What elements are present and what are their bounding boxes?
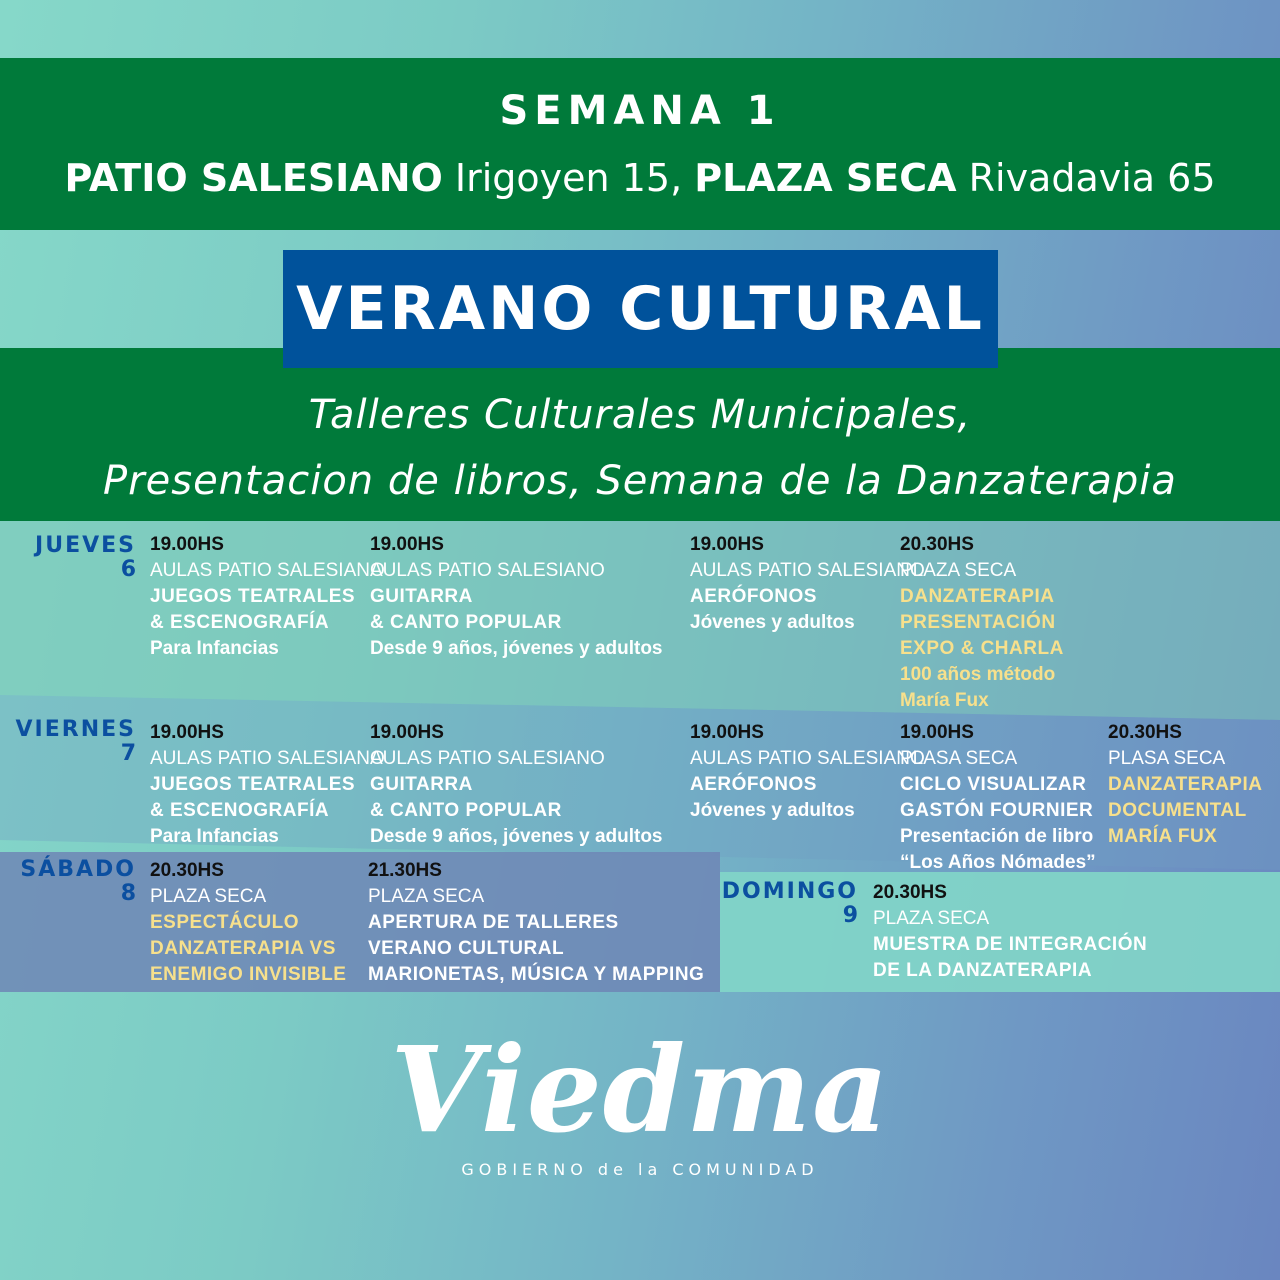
- event-jueves-aerofonos: [690, 532, 925, 636]
- event-place: AULAS PATIO SALESIANO: [150, 560, 385, 581]
- event-title: MUESTRA DE INTEGRACIÓN: [873, 934, 1148, 955]
- event-title: GASTÓN FOURNIER: [900, 800, 1094, 821]
- event-title: JUEGOS TEATRALES: [150, 586, 356, 607]
- event-place: AULAS PATIO SALESIANO: [690, 748, 925, 769]
- event-title: & ESCENOGRAFÍA: [150, 612, 330, 633]
- event-title: VERANO CULTURAL: [368, 938, 565, 959]
- event-sabado-apertura: [368, 858, 704, 988]
- event-title: MARIONETAS, MÚSICA Y MAPPING: [368, 964, 705, 985]
- event-title: CICLO VISUALIZAR: [900, 774, 1087, 795]
- event-title: & CANTO POPULAR: [370, 612, 562, 633]
- event-time: 19.00HS: [690, 534, 764, 555]
- event-jueves-danzaterapia: [900, 532, 1064, 714]
- venue-2: PLAZA SECA: [694, 156, 957, 200]
- event-note: Jóvenes y adultos: [690, 800, 855, 821]
- event-title: EXPO & CHARLA: [900, 638, 1064, 659]
- event-title: DOCUMENTAL: [1108, 800, 1247, 821]
- day-name: SÁBADO: [20, 857, 136, 882]
- event-place: PLASA SECA: [900, 748, 1018, 769]
- event-note: “Los Años Nómades”: [900, 852, 1096, 873]
- event-title: ESPECTÁCULO: [150, 912, 300, 933]
- day-name: JUEVES: [35, 533, 136, 558]
- day-name: VIERNES: [15, 717, 136, 742]
- event-jueves-juegos: [150, 532, 385, 662]
- day-domingo: [720, 880, 858, 928]
- day-number: 9: [842, 903, 858, 928]
- event-place: AULAS PATIO SALESIANO: [370, 748, 605, 769]
- event-title: GUITARRA: [370, 774, 473, 795]
- event-time: 19.00HS: [150, 722, 224, 743]
- event-title: PRESENTACIÓN: [900, 612, 1056, 633]
- day-viernes: [10, 718, 136, 766]
- event-viernes-juegos: [150, 720, 385, 850]
- event-title: JUEGOS TEATRALES: [150, 774, 356, 795]
- event-place: PLAZA SECA: [900, 560, 1017, 581]
- event-title: AERÓFONOS: [690, 586, 817, 607]
- event-note: Para Infancias: [150, 826, 279, 847]
- event-time: 19.00HS: [370, 722, 444, 743]
- address-1: Irigoyen 15,: [442, 156, 695, 200]
- event-note: María Fux: [900, 690, 989, 711]
- event-title: & CANTO POPULAR: [370, 800, 562, 821]
- day-name: DOMINGO: [721, 879, 858, 904]
- day-sabado: [10, 858, 136, 906]
- event-title: GUITARRA: [370, 586, 473, 607]
- event-place: PLAZA SECA: [873, 908, 990, 929]
- event-domingo-muestra: [873, 880, 1147, 984]
- event-time: 19.00HS: [690, 722, 764, 743]
- event-time: 19.00HS: [370, 534, 444, 555]
- day-number: 8: [120, 881, 136, 906]
- event-time: 19.00HS: [150, 534, 224, 555]
- event-title: AERÓFONOS: [690, 774, 817, 795]
- event-title: DE LA DANZATERAPIA: [873, 960, 1093, 981]
- event-place: PLAZA SECA: [368, 886, 485, 907]
- event-viernes-visualizar: [900, 720, 1096, 876]
- week-label: SEMANA 1: [499, 88, 781, 134]
- event-place: AULAS PATIO SALESIANO: [150, 748, 385, 769]
- event-note: Para Infancias: [150, 638, 279, 659]
- day-number: 7: [120, 741, 136, 766]
- event-note: 100 años método: [900, 664, 1056, 685]
- address-2: Rivadavia 65: [956, 156, 1216, 200]
- event-time: 19.00HS: [900, 722, 974, 743]
- subtitle-line-2: Presentacion de libros, Semana de la Danzaterapia: [103, 458, 1177, 504]
- event-note: Jóvenes y adultos: [690, 612, 855, 633]
- event-note: Presentación de libro: [900, 826, 1094, 847]
- event-sabado-espectaculo: [150, 858, 346, 988]
- event-note: Desde 9 años, jóvenes y adultos: [370, 826, 663, 847]
- viedma-logo: Viedma: [390, 1020, 890, 1159]
- event-title: DANZATERAPIA: [900, 586, 1055, 607]
- event-time: 20.30HS: [1108, 722, 1182, 743]
- event-title: ENEMIGO INVISIBLE: [150, 964, 347, 985]
- event-viernes-aerofonos: [690, 720, 925, 824]
- day-jueves: [20, 534, 136, 582]
- event-viernes-danzaterapia: [1108, 720, 1262, 850]
- event-title: DANZATERAPIA VS: [150, 938, 336, 959]
- event-place: PLAZA SECA: [150, 886, 267, 907]
- event-time: 21.30HS: [368, 860, 442, 881]
- event-title: & ESCENOGRAFÍA: [150, 800, 330, 821]
- event-place: PLASA SECA: [1108, 748, 1226, 769]
- venue-1: PATIO SALESIANO: [64, 156, 443, 200]
- event-title: DANZATERAPIA: [1108, 774, 1263, 795]
- page-title: VERANO CULTURAL: [296, 274, 985, 344]
- event-viernes-guitarra: [370, 720, 663, 850]
- event-place: AULAS PATIO SALESIANO: [690, 560, 925, 581]
- event-place: AULAS PATIO SALESIANO: [370, 560, 605, 581]
- day-number: 6: [120, 557, 136, 582]
- event-time: 20.30HS: [900, 534, 974, 555]
- event-time: 20.30HS: [873, 882, 947, 903]
- logo-subtitle: GOBIERNO de la COMUNIDAD: [461, 1160, 819, 1179]
- event-jueves-guitarra: [370, 532, 663, 662]
- event-title: APERTURA DE TALLERES: [368, 912, 619, 933]
- event-time: 20.30HS: [150, 860, 224, 881]
- subtitle-line-1: Talleres Culturales Municipales,: [308, 392, 972, 438]
- event-title: MARÍA FUX: [1108, 826, 1218, 847]
- event-note: Desde 9 años, jóvenes y adultos: [370, 638, 663, 659]
